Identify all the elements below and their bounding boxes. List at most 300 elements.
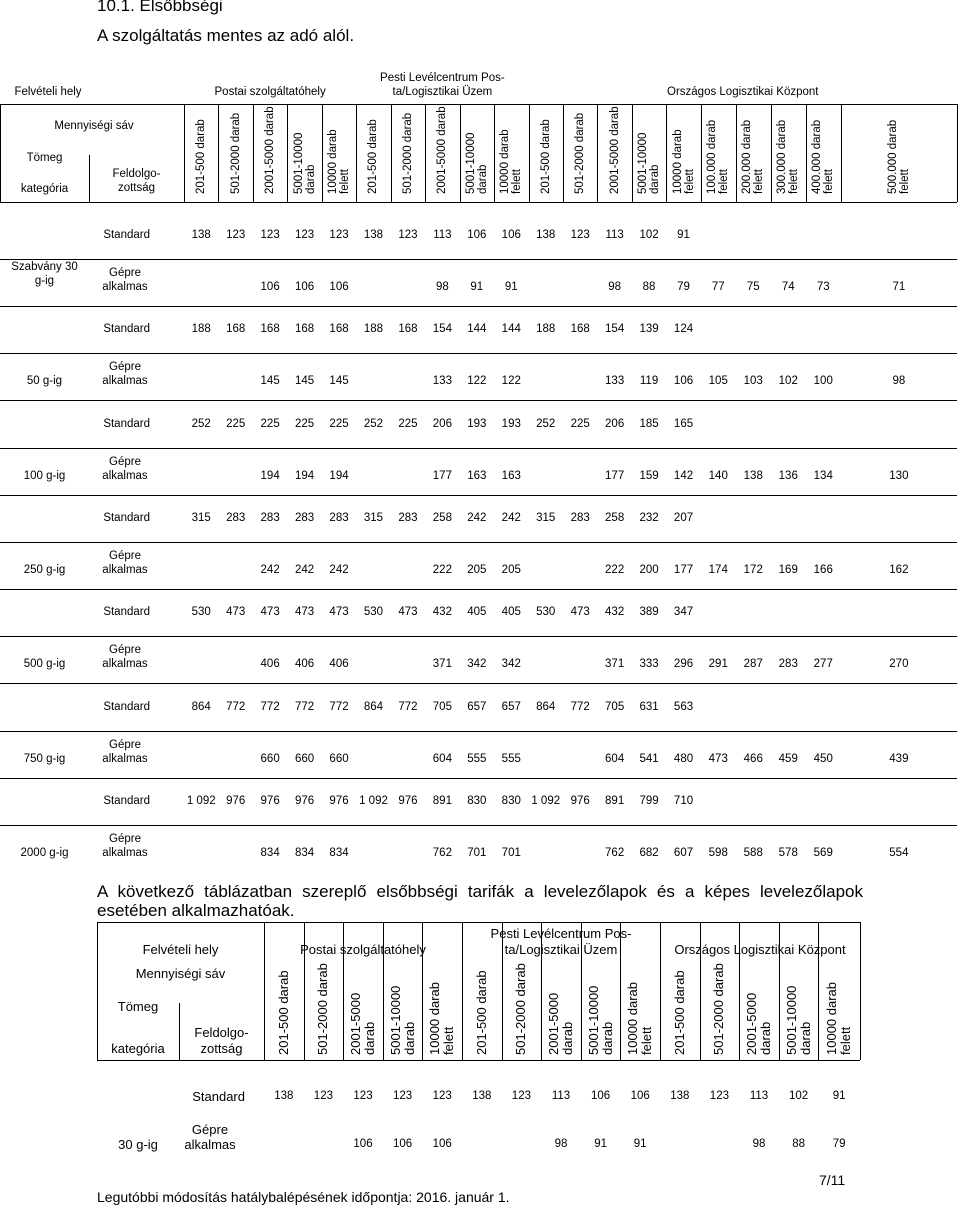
price-standard: 1 092 xyxy=(186,794,216,807)
price-standard: 123 xyxy=(294,229,315,241)
price-machine: 138 xyxy=(743,469,763,482)
price-standard: 102 xyxy=(639,229,659,241)
price-standard: 772 xyxy=(570,700,590,713)
price-machine: 145 xyxy=(260,375,280,388)
price-standard: 799 xyxy=(639,794,659,807)
price-machine: 136 xyxy=(778,469,798,482)
price-standard: 473 xyxy=(260,606,280,619)
col-header: darab xyxy=(758,1021,773,1055)
header-mennyisegi: Mennyiségi sáv xyxy=(135,966,226,981)
price-standard: 530 xyxy=(536,606,556,619)
col-header: 2001-5000 darab xyxy=(608,106,621,194)
price-machine: 177 xyxy=(673,563,694,576)
col-header: 5001-10000 xyxy=(783,985,799,1055)
weight-category: g-ig xyxy=(34,275,55,287)
row-label-machine-2: alkalmas xyxy=(102,281,148,293)
row-label-machine-1: Gépre xyxy=(109,455,141,468)
price-machine: 71 xyxy=(892,281,906,293)
price-standard: 657 xyxy=(501,700,521,713)
price-machine: 660 xyxy=(294,752,315,765)
price-standard: 891 xyxy=(432,794,452,807)
price-standard: 705 xyxy=(432,700,452,713)
price-standard: 123 xyxy=(393,1090,413,1102)
price-machine: 177 xyxy=(432,469,452,482)
price-standard: 123 xyxy=(398,229,418,241)
grid-line xyxy=(287,104,288,202)
price-machine: 296 xyxy=(673,658,694,671)
price-machine: 439 xyxy=(889,752,909,765)
price-machine: 100 xyxy=(813,375,833,388)
price-machine: 122 xyxy=(501,375,521,388)
header-postai: Postai szolgáltatóhely xyxy=(214,86,326,98)
price-machine: 133 xyxy=(432,375,452,388)
header-mennyisegi: Mennyiségi sáv xyxy=(54,120,134,132)
price-standard: 225 xyxy=(294,417,315,430)
row-label-machine-1: Gépre xyxy=(109,832,141,845)
row-label-standard: Standard xyxy=(103,323,150,336)
price-machine: 473 xyxy=(708,752,728,765)
price-machine: 834 xyxy=(294,846,315,859)
header-tomeg: Tömeg xyxy=(117,999,159,1014)
price-standard: 976 xyxy=(260,794,280,807)
weight-category: 2000 g-ig xyxy=(20,846,69,859)
col-header: 201-500 darab xyxy=(275,970,291,1055)
col-header: felett xyxy=(339,169,352,194)
col-header: darab xyxy=(599,1021,615,1055)
page-subheading: A szolgáltatás mentes az adó alól. xyxy=(97,26,355,45)
col-header: 10000 darab xyxy=(671,129,684,194)
price-standard: 976 xyxy=(294,794,315,807)
price-standard: 154 xyxy=(432,323,452,336)
price-standard: 225 xyxy=(329,417,349,430)
price-standard: 657 xyxy=(467,700,487,713)
row-label-machine-1: Gépre xyxy=(109,361,141,374)
row-label-machine-2: alkalmas xyxy=(102,563,148,576)
price-standard: 123 xyxy=(313,1090,333,1102)
price-standard: 432 xyxy=(432,606,452,619)
col-header: 10000 darab xyxy=(427,981,443,1055)
price-standard: 106 xyxy=(630,1090,650,1102)
grid-line xyxy=(97,1060,860,1061)
header-pesti-2: ta/Logisztikai Üzem xyxy=(504,942,618,957)
price-standard: 106 xyxy=(467,229,487,241)
price-standard: 976 xyxy=(329,794,349,807)
price-machine: 701 xyxy=(467,846,487,859)
price-standard: 242 xyxy=(501,511,521,524)
price-machine: 98 xyxy=(554,1138,568,1150)
col-header: 5001-10000 xyxy=(585,985,601,1055)
row-label-standard: Standard xyxy=(103,417,150,430)
col-header: 400.000 darab xyxy=(811,119,824,194)
grid-line xyxy=(701,104,702,202)
price-machine: 142 xyxy=(673,469,694,482)
price-standard: 315 xyxy=(191,511,211,524)
grid-line xyxy=(597,104,598,202)
price-standard: 705 xyxy=(605,700,625,713)
price-standard: 123 xyxy=(329,229,349,241)
price-standard: 315 xyxy=(536,511,556,524)
price-standard: 168 xyxy=(329,323,349,336)
price-standard: 252 xyxy=(536,417,556,430)
price-machine: 106 xyxy=(329,281,349,293)
grid-line xyxy=(184,104,185,202)
row-label-standard: Standard xyxy=(103,229,150,241)
grid-line xyxy=(957,104,958,202)
postcard-note: A következő táblázatban szereplő elsőbbségi tarifák a levelezőlapok és a képes levelezőlapok esetében alkalmazhatóak. xyxy=(97,882,863,920)
col-header: 2001-5000 darab xyxy=(264,106,277,194)
price-machine: 140 xyxy=(708,469,728,482)
price-machine: 371 xyxy=(432,658,452,671)
price-machine: 588 xyxy=(743,846,763,859)
row-label-machine-1: Gépre xyxy=(109,738,141,751)
grid-line xyxy=(563,104,564,202)
price-machine: 406 xyxy=(260,658,280,671)
price-machine: 103 xyxy=(743,375,763,388)
col-header: 10000 darab xyxy=(824,981,840,1055)
price-standard: 864 xyxy=(191,700,211,713)
col-header: 2001-5000 darab xyxy=(436,106,449,194)
price-machine: 660 xyxy=(260,752,280,765)
price-standard: 772 xyxy=(260,700,280,713)
grid-line xyxy=(0,448,957,449)
price-standard: 772 xyxy=(398,700,418,713)
row-label-standard: Standard xyxy=(103,794,150,807)
price-machine: 172 xyxy=(743,563,763,576)
price-standard: 144 xyxy=(467,323,487,336)
col-header: 10000 darab xyxy=(625,981,641,1055)
grid-line xyxy=(0,202,957,203)
col-header: 501-2000 darab xyxy=(513,963,529,1055)
grid-line xyxy=(0,683,957,684)
price-machine: 133 xyxy=(605,375,625,388)
price-machine: 134 xyxy=(813,469,833,482)
price-machine: 119 xyxy=(639,375,659,388)
col-header: darab xyxy=(362,1021,377,1055)
grid-line xyxy=(0,104,957,105)
col-header: 5001-10000 xyxy=(292,132,305,194)
price-standard: 830 xyxy=(467,794,487,807)
price-standard: 206 xyxy=(432,417,452,430)
price-machine: 205 xyxy=(501,563,521,576)
price-standard: 232 xyxy=(639,511,659,524)
price-machine: 555 xyxy=(501,752,521,765)
price-machine: 459 xyxy=(778,752,798,765)
grid-line xyxy=(0,542,957,543)
price-standard: 106 xyxy=(501,229,521,241)
price-machine: 145 xyxy=(294,375,315,388)
col-header: 2001-5000 xyxy=(348,992,363,1055)
price-standard: 976 xyxy=(570,794,590,807)
price-standard: 138 xyxy=(274,1090,294,1102)
price-machine: 105 xyxy=(708,375,728,388)
price-machine: 166 xyxy=(813,563,833,576)
price-machine: 169 xyxy=(778,563,798,576)
price-standard: 185 xyxy=(639,417,659,430)
price-standard: 432 xyxy=(605,606,625,619)
row-label-machine-2: alkalmas xyxy=(102,469,148,482)
price-standard: 1 092 xyxy=(531,794,561,807)
price-standard: 165 xyxy=(673,417,694,430)
price-standard: 138 xyxy=(536,229,556,241)
grid-line xyxy=(0,589,957,590)
grid-line xyxy=(460,104,461,202)
price-standard: 138 xyxy=(191,229,211,241)
price-machine: 450 xyxy=(813,752,833,765)
grid-line xyxy=(771,104,772,202)
col-header: felett xyxy=(838,1026,854,1055)
price-machine: 701 xyxy=(501,846,521,859)
price-standard: 563 xyxy=(673,700,694,713)
grid-line xyxy=(632,104,633,202)
price-machine: 660 xyxy=(329,752,349,765)
col-header: 501-2000 darab xyxy=(229,112,242,194)
price-machine: 287 xyxy=(743,658,763,671)
price-standard: 473 xyxy=(570,606,590,619)
price-machine: 194 xyxy=(294,469,315,482)
col-header: darab xyxy=(476,164,489,194)
grid-line xyxy=(322,104,323,202)
grid-line xyxy=(736,104,737,202)
price-machine: 541 xyxy=(639,752,659,765)
grid-line xyxy=(97,922,860,923)
price-standard: 389 xyxy=(639,606,659,619)
col-header: darab xyxy=(401,1021,417,1055)
grid-line xyxy=(425,104,426,202)
header-orszagos: Országos Logisztikai Központ xyxy=(667,86,819,98)
price-standard: 864 xyxy=(536,700,556,713)
price-machine: 205 xyxy=(467,563,487,576)
price-standard: 530 xyxy=(363,606,384,619)
price-standard: 123 xyxy=(511,1090,531,1102)
footer-note: Legutóbbi módosítás hatálybalépésének időpontja: 2016. január 1. xyxy=(97,1189,510,1205)
price-machine: 406 xyxy=(294,658,315,671)
price-standard: 123 xyxy=(260,229,280,241)
price-standard: 113 xyxy=(551,1090,571,1102)
price-machine: 74 xyxy=(781,281,795,293)
price-machine: 242 xyxy=(329,563,349,576)
header-feldolgo-1: Feldolgo- xyxy=(112,168,161,180)
price-machine: 98 xyxy=(608,281,622,293)
price-machine: 604 xyxy=(432,752,452,765)
price-standard: 347 xyxy=(673,606,694,619)
price-standard: 154 xyxy=(605,323,625,336)
price-standard: 138 xyxy=(363,229,384,241)
page-number: 7/11 xyxy=(819,1172,846,1188)
weight-category: 30 g-ig xyxy=(118,1137,158,1152)
price-machine: 106 xyxy=(353,1138,373,1150)
price-standard: 283 xyxy=(226,511,246,524)
price-machine: 480 xyxy=(673,752,694,765)
price-machine: 342 xyxy=(501,658,521,671)
price-standard: 405 xyxy=(501,606,521,619)
price-standard: 631 xyxy=(639,700,659,713)
row-label-machine-2: alkalmas xyxy=(102,752,148,765)
price-standard: 123 xyxy=(570,229,590,241)
price-machine: 177 xyxy=(605,469,625,482)
header-felveteli-hely: Felvételi hely xyxy=(14,86,82,98)
col-header: felett xyxy=(753,169,766,194)
col-header: darab xyxy=(560,1021,575,1055)
price-standard: 138 xyxy=(472,1090,492,1102)
col-header: 501-2000 darab xyxy=(401,112,414,194)
price-standard: 113 xyxy=(433,229,452,241)
weight-category: 100 g-ig xyxy=(23,469,66,482)
col-header: 501-2000 darab xyxy=(711,963,727,1055)
price-machine: 762 xyxy=(605,846,625,859)
col-header: 10000 darab xyxy=(327,129,340,194)
price-machine: 222 xyxy=(605,563,625,576)
price-standard: 168 xyxy=(260,323,280,336)
col-header: felett xyxy=(441,1026,457,1055)
grid-line xyxy=(0,731,957,732)
price-machine: 291 xyxy=(708,658,728,671)
price-machine: 106 xyxy=(294,281,315,293)
price-standard: 106 xyxy=(591,1090,611,1102)
row-label-machine-1: Gépre xyxy=(191,1122,229,1137)
price-standard: 473 xyxy=(398,606,418,619)
price-standard: 193 xyxy=(501,417,521,430)
price-standard: 102 xyxy=(789,1090,809,1102)
grid-line xyxy=(841,104,842,202)
price-standard: 193 xyxy=(467,417,487,430)
price-standard: 473 xyxy=(329,606,349,619)
col-header: darab xyxy=(649,164,662,194)
row-label-standard: Standard xyxy=(192,1089,245,1104)
row-label-machine-1: Gépre xyxy=(109,267,141,279)
price-machine: 79 xyxy=(677,281,690,293)
row-label-standard: Standard xyxy=(103,606,150,619)
weight-category: 500 g-ig xyxy=(23,658,66,671)
price-standard: 138 xyxy=(670,1090,690,1102)
price-standard: 830 xyxy=(501,794,521,807)
price-standard: 91 xyxy=(677,229,690,241)
col-header: 10000 darab xyxy=(499,129,512,194)
price-standard: 123 xyxy=(353,1090,373,1102)
price-standard: 168 xyxy=(294,323,315,336)
price-machine: 163 xyxy=(501,469,521,482)
row-label-standard: Standard xyxy=(103,700,150,713)
col-header: felett xyxy=(718,169,731,194)
price-standard: 242 xyxy=(467,511,487,524)
price-standard: 864 xyxy=(363,700,384,713)
grid-line xyxy=(0,306,957,307)
price-machine: 75 xyxy=(746,281,760,293)
price-machine: 91 xyxy=(594,1138,607,1150)
price-machine: 242 xyxy=(260,563,280,576)
price-standard: 188 xyxy=(536,323,556,336)
row-label-standard: Standard xyxy=(103,511,150,524)
col-header: 500.000 darab xyxy=(886,119,899,194)
col-header: 501-2000 darab xyxy=(574,112,587,194)
price-standard: 405 xyxy=(467,606,487,619)
header-felveteli-hely: Felvételi hely xyxy=(142,942,219,957)
price-machine: 174 xyxy=(708,563,728,576)
price-standard: 124 xyxy=(673,323,694,336)
grid-line xyxy=(666,104,667,202)
price-machine: 555 xyxy=(467,752,487,765)
price-machine: 73 xyxy=(816,281,830,293)
price-machine: 578 xyxy=(778,846,798,859)
price-machine: 200 xyxy=(639,563,659,576)
price-standard: 772 xyxy=(226,700,246,713)
col-header: felett xyxy=(639,1026,655,1055)
header-tomeg: Tömeg xyxy=(26,152,63,164)
grid-line xyxy=(391,104,392,202)
price-machine: 159 xyxy=(639,469,659,482)
grid-line xyxy=(218,104,219,202)
price-machine: 91 xyxy=(633,1138,647,1150)
price-standard: 206 xyxy=(605,417,625,430)
col-header: felett xyxy=(683,169,696,194)
grid-line xyxy=(0,400,957,401)
price-standard: 315 xyxy=(363,511,384,524)
price-standard: 123 xyxy=(709,1090,729,1102)
header-pesti-1: Pesti Levélcentrum Pos- xyxy=(490,926,632,941)
price-machine: 222 xyxy=(432,563,452,576)
col-header: 300.000 darab xyxy=(776,119,789,194)
weight-category: 50 g-ig xyxy=(26,375,63,388)
page-heading: 10.1. Elsőbbségi xyxy=(97,0,223,15)
price-machine: 91 xyxy=(470,281,484,293)
price-standard: 225 xyxy=(570,417,590,430)
grid-line xyxy=(253,104,254,202)
header-pesti-1: Pesti Levélcentrum Pos- xyxy=(380,72,505,84)
row-label-machine-1: Gépre xyxy=(109,549,141,562)
row-label-machine-2: alkalmas xyxy=(102,846,148,859)
header-kategoria: kategória xyxy=(20,183,69,195)
price-standard: 772 xyxy=(329,700,349,713)
price-machine: 106 xyxy=(673,375,694,388)
grid-line xyxy=(529,104,530,202)
price-standard: 710 xyxy=(673,794,694,807)
price-machine: 194 xyxy=(329,469,349,482)
col-header: felett xyxy=(898,169,911,194)
price-machine: 98 xyxy=(892,375,906,388)
price-machine: 163 xyxy=(467,469,487,482)
grid-line xyxy=(0,825,957,826)
price-machine: 554 xyxy=(889,846,909,859)
price-standard: 113 xyxy=(605,229,624,241)
col-header: felett xyxy=(823,169,836,194)
header-postai: Postai szolgáltatóhely xyxy=(300,942,426,957)
price-machine: 466 xyxy=(743,752,763,765)
col-header: 5001-10000 xyxy=(637,132,650,194)
price-standard: 91 xyxy=(832,1090,846,1102)
price-standard: 283 xyxy=(294,511,315,524)
price-machine: 91 xyxy=(504,281,518,293)
price-machine: 333 xyxy=(639,658,659,671)
col-header: 2001-5000 xyxy=(546,992,561,1055)
price-standard: 283 xyxy=(398,511,418,524)
price-machine: 598 xyxy=(708,846,728,859)
price-machine: 130 xyxy=(889,469,909,482)
col-header: 200.000 darab xyxy=(741,119,754,194)
header-feldolgo-2: zottság xyxy=(200,1041,243,1056)
grid-line xyxy=(860,922,861,1060)
price-standard: 188 xyxy=(191,323,211,336)
col-header: 201-500 darab xyxy=(473,970,489,1055)
price-machine: 834 xyxy=(329,846,349,859)
grid-line xyxy=(806,104,807,202)
col-header: 100.000 darab xyxy=(706,119,719,194)
price-machine: 194 xyxy=(260,469,280,482)
price-machine: 371 xyxy=(605,658,625,671)
grid-line xyxy=(0,778,957,779)
col-header: felett xyxy=(788,169,801,194)
grid-line xyxy=(0,259,957,260)
price-standard: 283 xyxy=(570,511,590,524)
price-standard: 207 xyxy=(673,511,694,524)
